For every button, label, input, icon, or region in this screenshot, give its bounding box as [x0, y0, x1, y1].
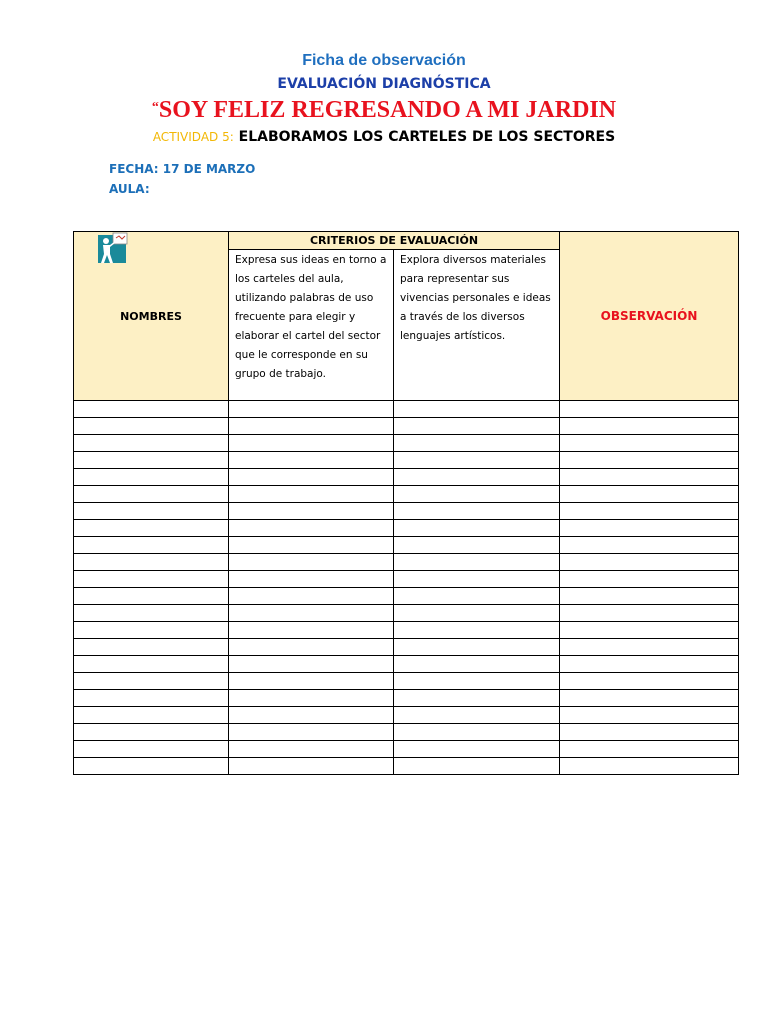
header-criterios: CRITERIOS DE EVALUACIÓN: [229, 232, 560, 250]
header-nombres-label: NOMBRES: [120, 309, 182, 323]
cell-nombre: [74, 469, 229, 486]
cell-observacion: [560, 605, 739, 622]
cell-nombre: [74, 605, 229, 622]
table-row: [74, 622, 739, 639]
cell-criterio-2: [394, 690, 560, 707]
cell-criterio-1: [229, 435, 394, 452]
cell-criterio-2: [394, 605, 560, 622]
cell-criterio-1: [229, 758, 394, 775]
cell-criterio-2: [394, 724, 560, 741]
cell-criterio-1: [229, 690, 394, 707]
cell-nombre: [74, 639, 229, 656]
table-row: [74, 758, 739, 775]
table-row: [74, 690, 739, 707]
table-row: [74, 418, 739, 435]
cell-criterio-1: [229, 605, 394, 622]
cell-criterio-1: [229, 673, 394, 690]
cell-nombre: [74, 656, 229, 673]
cell-criterio-1: [229, 554, 394, 571]
cell-observacion: [560, 724, 739, 741]
cell-criterio-1: [229, 571, 394, 588]
cell-criterio-1: [229, 724, 394, 741]
cell-criterio-1: [229, 486, 394, 503]
document-subtitle: EVALUACIÓN DIAGNÓSTICA: [277, 76, 491, 92]
cell-observacion: [560, 639, 739, 656]
cell-criterio-1: [229, 588, 394, 605]
cell-observacion: [560, 554, 739, 571]
cell-criterio-1: [229, 503, 394, 520]
cell-criterio-2: [394, 435, 560, 452]
cell-observacion: [560, 537, 739, 554]
cell-criterio-2: [394, 537, 560, 554]
project-title: [0, 97, 768, 124]
cell-criterio-1: [229, 401, 394, 418]
cell-nombre: [74, 707, 229, 724]
observation-table: [73, 231, 739, 775]
cell-nombre: [74, 741, 229, 758]
table-row: [74, 537, 739, 554]
cell-criterio-2: [394, 401, 560, 418]
cell-criterio-2: [394, 452, 560, 469]
table-row: [74, 401, 739, 418]
cell-nombre: [74, 418, 229, 435]
cell-nombre: [74, 724, 229, 741]
cell-criterio-2: [394, 741, 560, 758]
cell-nombre: [74, 401, 229, 418]
cell-nombre: [74, 571, 229, 588]
cell-criterio-1: [229, 639, 394, 656]
cell-observacion: [560, 690, 739, 707]
activity-title: ELABORAMOS LOS CARTELES DE LOS SECTORES: [238, 129, 616, 145]
cell-observacion: [560, 588, 739, 605]
table-row: [74, 605, 739, 622]
cell-observacion: [560, 520, 739, 537]
cell-criterio-1: [229, 707, 394, 724]
cell-criterio-2: [394, 707, 560, 724]
table-row: [74, 435, 739, 452]
table-row: [74, 554, 739, 571]
cell-observacion: [560, 673, 739, 690]
cell-nombre: [74, 673, 229, 690]
quote-mark: “: [151, 100, 159, 115]
cell-nombre: [74, 622, 229, 639]
cell-criterio-2: [394, 571, 560, 588]
cell-observacion: [560, 622, 739, 639]
cell-criterio-1: [229, 656, 394, 673]
cell-nombre: [74, 452, 229, 469]
table-row: [74, 486, 739, 503]
cell-criterio-2: [394, 673, 560, 690]
table-row: [74, 639, 739, 656]
cell-criterio-2: [394, 622, 560, 639]
cell-criterio-1: [229, 469, 394, 486]
cell-criterio-1: [229, 537, 394, 554]
cell-criterio-2: [394, 418, 560, 435]
cell-criterio-2: [394, 588, 560, 605]
cell-criterio-1: [229, 418, 394, 435]
cell-observacion: [560, 418, 739, 435]
cell-criterio-2: [394, 503, 560, 520]
date-field: FECHA: 17 DE MARZO: [109, 162, 256, 176]
table-row: [74, 469, 739, 486]
activity-line: [0, 129, 768, 145]
cell-observacion: [560, 758, 739, 775]
cell-nombre: [74, 758, 229, 775]
cell-criterio-2: [394, 486, 560, 503]
cell-observacion: [560, 469, 739, 486]
cell-nombre: [74, 520, 229, 537]
table-row: [74, 673, 739, 690]
table-row: [74, 588, 739, 605]
table-row: [74, 503, 739, 520]
cell-criterio-2: [394, 758, 560, 775]
table-row: [74, 656, 739, 673]
table-row: [74, 452, 739, 469]
cell-nombre: [74, 588, 229, 605]
cell-nombre: [74, 554, 229, 571]
header-observacion: OBSERVACIÓN: [560, 232, 739, 401]
cell-observacion: [560, 503, 739, 520]
table-row: [74, 520, 739, 537]
cell-criterio-2: [394, 656, 560, 673]
cell-nombre: [74, 486, 229, 503]
cell-observacion: [560, 452, 739, 469]
project-title-text: SOY FELIZ REGRESANDO A MI JARDIN: [158, 97, 617, 123]
cell-observacion: [560, 707, 739, 724]
header-nombres: [74, 232, 229, 401]
criterio-1: Expresa sus ideas en torno a los carteles del aula, utilizando palabras de uso frecuente para elegir y elaborar el cartel del sector que le corresponde en su grupo de trabajo.: [229, 250, 394, 401]
cell-criterio-1: [229, 741, 394, 758]
cell-observacion: [560, 486, 739, 503]
table-row: [74, 571, 739, 588]
cell-criterio-1: [229, 520, 394, 537]
cell-observacion: [560, 741, 739, 758]
document-title: Ficha de observación: [302, 52, 466, 69]
cell-criterio-1: [229, 452, 394, 469]
cell-observacion: [560, 656, 739, 673]
cell-observacion: [560, 401, 739, 418]
cell-nombre: [74, 503, 229, 520]
table-row: [74, 724, 739, 741]
classroom-field: AULA:: [109, 182, 150, 196]
cell-observacion: [560, 435, 739, 452]
teacher-board-icon: [95, 232, 129, 265]
cell-criterio-2: [394, 554, 560, 571]
cell-criterio-2: [394, 639, 560, 656]
cell-nombre: [74, 435, 229, 452]
criterio-2: Explora diversos materiales para representar sus vivencias personales e ideas a través de los diversos lenguajes artísticos.: [394, 250, 560, 401]
cell-criterio-2: [394, 469, 560, 486]
cell-criterio-1: [229, 622, 394, 639]
cell-observacion: [560, 571, 739, 588]
cell-nombre: [74, 690, 229, 707]
table-row: [74, 707, 739, 724]
cell-nombre: [74, 537, 229, 554]
table-row: [74, 741, 739, 758]
activity-label: ACTIVIDAD 5:: [152, 130, 234, 144]
cell-criterio-2: [394, 520, 560, 537]
